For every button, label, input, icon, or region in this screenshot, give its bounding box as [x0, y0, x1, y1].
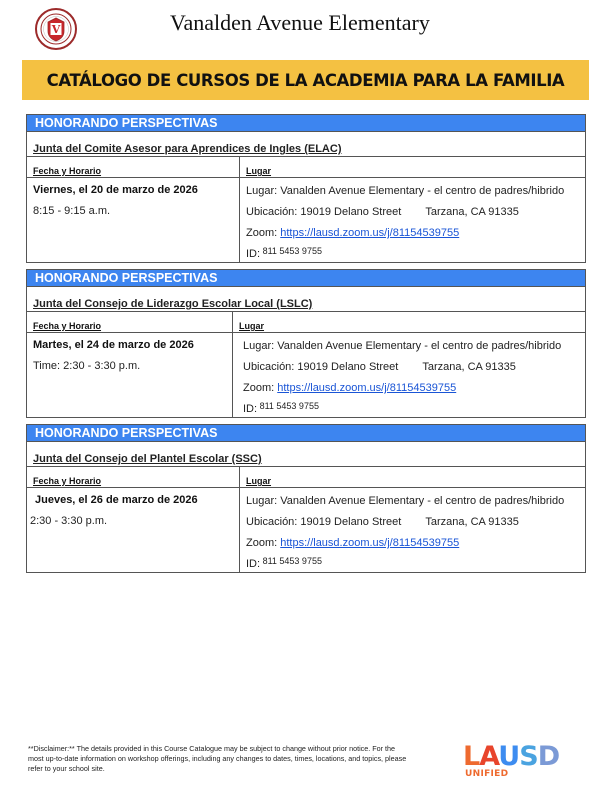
column-headers	[27, 467, 585, 488]
disclaimer-text: **Disclaimer:** The details provided in this Course Catalogue may be subject to change without prior notice. For the most up-to-date information on workshop offerings, including any changes to dates, times, locations, and topics, please refer to your school site.	[28, 744, 407, 773]
session-details	[27, 488, 585, 572]
address-city: Tarzana, CA 91335	[425, 206, 519, 218]
date-cell	[27, 488, 240, 572]
lausd-letter: D	[537, 741, 560, 772]
id-value: 811 5453 9755	[257, 401, 319, 411]
address-city: Tarzana, CA 91335	[425, 516, 519, 528]
catalog-title: CATÁLOGO DE CURSOS DE LA ACADEMIA PARA LA FAMILIA	[46, 70, 565, 90]
column-headers	[27, 157, 585, 178]
place-name: Lugar: Vanalden Avenue Elementary - el centro de padres/hibrido	[246, 185, 565, 197]
lausd-letter: A	[479, 741, 499, 772]
session-date: Viernes, el 20 de marzo de 2026	[33, 184, 198, 196]
place-address	[246, 515, 585, 536]
zoom-link[interactable]: https://lausd.zoom.us/j/81154539755	[280, 227, 460, 239]
address-street: Ubicación: 19019 Delano Street	[246, 206, 402, 218]
session-details	[27, 178, 585, 262]
zoom-label: Zoom:	[246, 537, 281, 549]
meeting-id	[246, 247, 585, 268]
place-cell	[233, 333, 585, 417]
session-title: Junta del Consejo del Plantel Escolar (SSC)	[27, 442, 585, 467]
col-header-place: Lugar	[246, 476, 272, 486]
col-header-date: Fecha y Horario	[27, 467, 240, 487]
lausd-letter: L	[463, 741, 480, 772]
date-cell	[27, 333, 233, 417]
school-logo-icon	[35, 8, 77, 50]
section-header: HONORANDO PERSPECTIVAS	[27, 425, 585, 442]
column-headers	[27, 312, 585, 333]
zoom-link[interactable]: https://lausd.zoom.us/j/81154539755	[280, 537, 460, 549]
place-address	[243, 360, 585, 381]
meeting-id	[246, 557, 585, 578]
session-title: Junta del Comite Asesor para Aprendices de Ingles (ELAC)	[27, 132, 585, 157]
col-header-date: Fecha y Horario	[27, 157, 240, 177]
zoom-line	[243, 381, 585, 402]
section-header: HONORANDO PERSPECTIVAS	[27, 270, 585, 287]
place-name: Lugar: Vanalden Avenue Elementary - el centro de padres/hibrido	[246, 495, 565, 507]
id-label: ID:	[243, 403, 258, 415]
lausd-unified: UNIFIED	[465, 769, 509, 779]
session-time: 2:30 - 3:30 p.m.	[30, 515, 108, 527]
meeting-id	[243, 402, 585, 423]
session-block-lslc	[26, 269, 586, 418]
lausd-logo	[463, 743, 583, 783]
id-label: ID:	[246, 248, 261, 260]
session-details	[27, 333, 585, 417]
lausd-wordmark	[463, 743, 559, 771]
svg-text:V: V	[51, 23, 61, 36]
col-header-place: Lugar	[239, 321, 265, 331]
zoom-line	[246, 226, 585, 247]
session-time: 8:15 - 9:15 a.m.	[33, 205, 111, 217]
session-block-ssc	[26, 424, 586, 573]
place-cell	[240, 488, 585, 572]
zoom-label: Zoom:	[243, 382, 278, 394]
session-date: Martes, el 24 de marzo de 2026	[33, 339, 194, 351]
lausd-letter: U	[498, 741, 520, 772]
session-date: Jueves, el 26 de marzo de 2026	[35, 494, 198, 506]
session-block-elac	[26, 114, 586, 263]
school-name: Vanalden Avenue Elementary	[170, 10, 430, 35]
session-title: Junta del Consejo de Liderazgo Escolar Local (LSLC)	[27, 287, 585, 312]
zoom-label: Zoom:	[246, 227, 281, 239]
zoom-link[interactable]: https://lausd.zoom.us/j/81154539755	[277, 382, 457, 394]
place-address	[246, 205, 585, 226]
address-city: Tarzana, CA 91335	[422, 361, 516, 373]
date-cell	[27, 178, 240, 262]
session-time: Time: 2:30 - 3:30 p.m.	[33, 360, 141, 372]
place-cell	[240, 178, 585, 262]
lausd-letter: S	[519, 741, 538, 772]
catalog-banner	[22, 60, 589, 100]
address-street: Ubicación: 19019 Delano Street	[246, 516, 402, 528]
col-header-date: Fecha y Horario	[27, 312, 233, 332]
id-label: ID:	[246, 558, 261, 570]
id-value: 811 5453 9755	[260, 556, 322, 566]
place-name: Lugar: Vanalden Avenue Elementary - el centro de padres/hibrido	[243, 340, 562, 352]
section-header: HONORANDO PERSPECTIVAS	[27, 115, 585, 132]
col-header-place: Lugar	[246, 166, 272, 176]
zoom-line	[246, 536, 585, 557]
id-value: 811 5453 9755	[260, 246, 322, 256]
address-street: Ubicación: 19019 Delano Street	[243, 361, 399, 373]
